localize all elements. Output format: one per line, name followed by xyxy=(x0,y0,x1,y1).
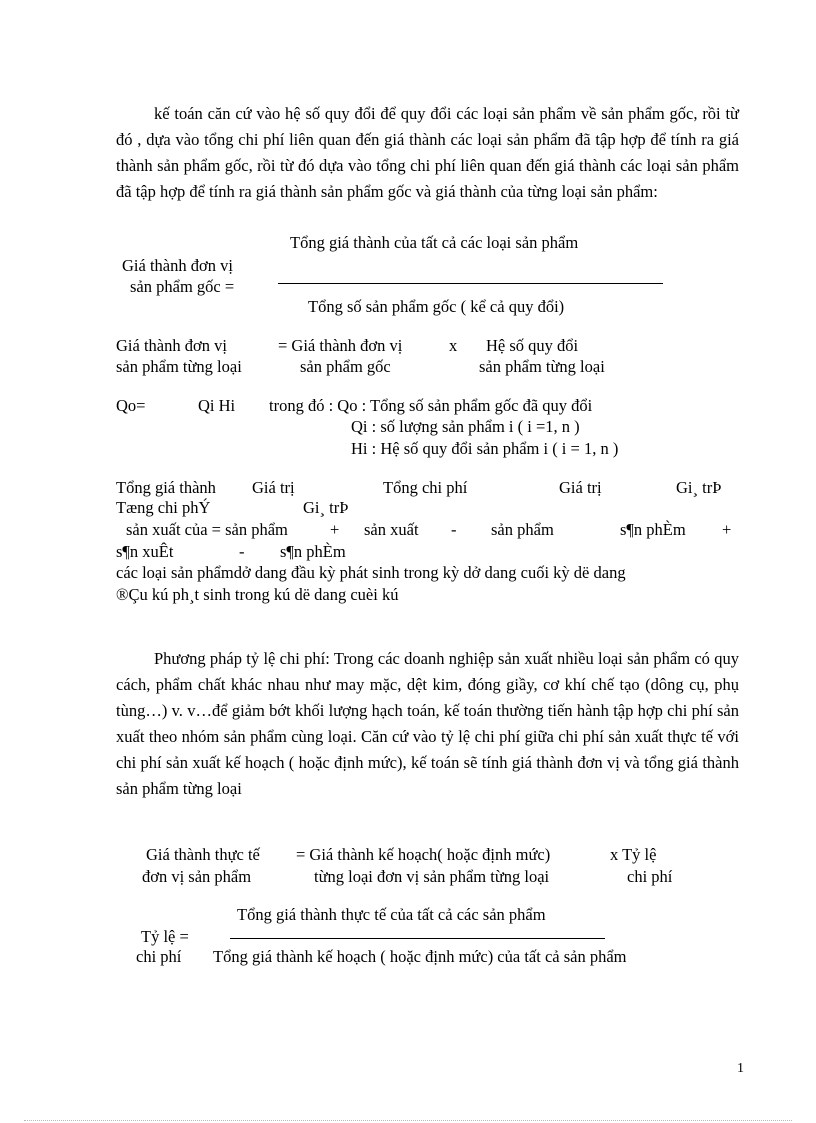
formula3-qi: Qi : số lượng sản phẩm i ( i =1, n ) xyxy=(351,417,580,436)
formula5-b1: đơn vị sản phẩm xyxy=(142,867,252,886)
formula4-r4-minus: - xyxy=(239,542,245,561)
formula2-b3: sản phẩm từng loại xyxy=(479,357,605,376)
formula6-lhs1: Tỷ lệ = xyxy=(141,927,189,946)
formula1-denominator: Tổng số sản phẩm gốc ( kể cả quy đổi) xyxy=(308,297,565,316)
formula4-r3-c3: sản phẩm xyxy=(491,520,554,539)
formula6-numerator: Tổng giá thành thực tế của tất cả các sản phẩm xyxy=(237,905,546,924)
formula4-r3-plus2: + xyxy=(722,520,732,539)
formula4-r6: ®Çu kú ph¸t sinh trong kú dë dang cuèi kú xyxy=(116,585,399,604)
formula4-r4-c2: s¶n phÈm xyxy=(280,542,346,561)
formula3-hi: Hi : Hệ số quy đổi sản phẩm i ( i = 1, n ) xyxy=(351,439,619,458)
formula3-qihi: Qi Hi xyxy=(198,396,236,415)
formula3-trongdo: trong đó : Qo : Tổng số sản phẩm gốc đã quy đổi xyxy=(269,396,593,415)
formula4-r2-c1: Tæng chi phÝ xyxy=(116,498,211,517)
formula6-denominator: Tổng giá thành kế hoạch ( hoặc định mức) của tất cả sản phẩm xyxy=(213,947,627,966)
page-number: 1 xyxy=(737,1061,744,1076)
formula2-a4: Hệ số quy đổi xyxy=(486,336,579,355)
formula4-r3-plus1: + xyxy=(330,520,340,539)
paragraph-1: kế toán căn cứ vào hệ số quy đổi để quy đổi các loại sản phẩm về sản phẩm gốc, rồi từ đó , dựa vào tổng chi phí liên quan đến giá thành các loại sản phẩm đã tập hợp để tính ra giá thành sản phẩm gốc, rồi từ đó dựa vào tổng chi phí liên quan đến giá thành các loại sản phẩm đã tập hợp để tính ra giá thành sản phẩm gốc và giá thành của từng loại sản phẩm: xyxy=(116,104,739,201)
formula5-b3: chi phí xyxy=(627,867,673,886)
formula4-r3-minus: - xyxy=(451,520,457,539)
page-bottom-divider xyxy=(24,1120,792,1121)
formula4-r1-c5: Gi¸ trÞ xyxy=(676,478,722,497)
formula4-r1-c4: Giá trị xyxy=(559,478,602,497)
paragraph-2: Phương pháp tỷ lệ chi phí: Trong các doanh nghiệp sản xuất nhiều loại sản phẩm có quy cách, phẩm chất khác nhau như may mặc, dệt kim, đóng giầy, cơ khí chế tạo (dông cụ, phụ tùng…) v. v…để giảm bớt khối lượng hạch toán, kế toán thường tiến hành tập hợp chi phí sản xuất theo nhóm sản phẩm cùng loại. Căn cứ vào tỷ lệ chi phí giữa chi phí sản xuất thực tế với chi phí sản xuất kế hoạch ( hoặc định mức), kế toán sẽ tính giá thành đơn vị và tổng giá thành sản phẩm từng loại xyxy=(116,649,739,798)
formula2-b2: sản phẩm gốc xyxy=(300,357,391,376)
formula2-b1: sản phẩm từng loại xyxy=(116,357,242,376)
formula4-r1-c1: Tổng giá thành xyxy=(116,478,216,497)
formula4-r3-c2: sản xuất xyxy=(364,520,419,539)
formula4-r3-c1: sản xuất của = sản phẩm xyxy=(126,520,288,539)
formula1-lhs-line2: sản phẩm gốc = xyxy=(130,277,235,296)
formula4-r2-c2: Gi¸ trÞ xyxy=(303,498,349,517)
formula6-fraction-bar xyxy=(230,938,605,939)
formula2-a3: x xyxy=(449,336,458,355)
formula1-fraction-bar xyxy=(278,283,663,284)
formula4-r3-c4: s¶n phÈm xyxy=(620,520,686,539)
formula2-a2: = Giá thành đơn vị xyxy=(278,336,403,355)
formula4-r5: các loại sản phẩmdở dang đầu kỳ phát sinh trong kỳ dở dang cuối kỳ dë dang xyxy=(116,563,626,582)
formula5-a1: Giá thành thực tế xyxy=(146,845,260,864)
formula5-a2: = Giá thành kế hoạch( hoặc định mức) xyxy=(296,845,551,864)
formula2-a1: Giá thành đơn vị xyxy=(116,336,227,355)
formula5-b2: từng loại đơn vị sản phẩm từng loại xyxy=(314,867,550,886)
formula3-qo: Qo= xyxy=(116,396,146,415)
formula4-r1-c3: Tổng chi phí xyxy=(383,478,468,497)
formula6-lhs2: chi phí xyxy=(136,947,182,966)
formula4-r1-c2: Giá trị xyxy=(252,478,295,497)
formula1-lhs-line1: Giá thành đơn vị xyxy=(122,256,233,275)
formula4-r4-c1: s¶n xuÊt xyxy=(116,542,174,561)
formula5-a3: x Tỷ lệ xyxy=(610,845,657,864)
formula1-numerator: Tổng giá thành của tất cả các loại sản phẩm xyxy=(290,233,579,252)
